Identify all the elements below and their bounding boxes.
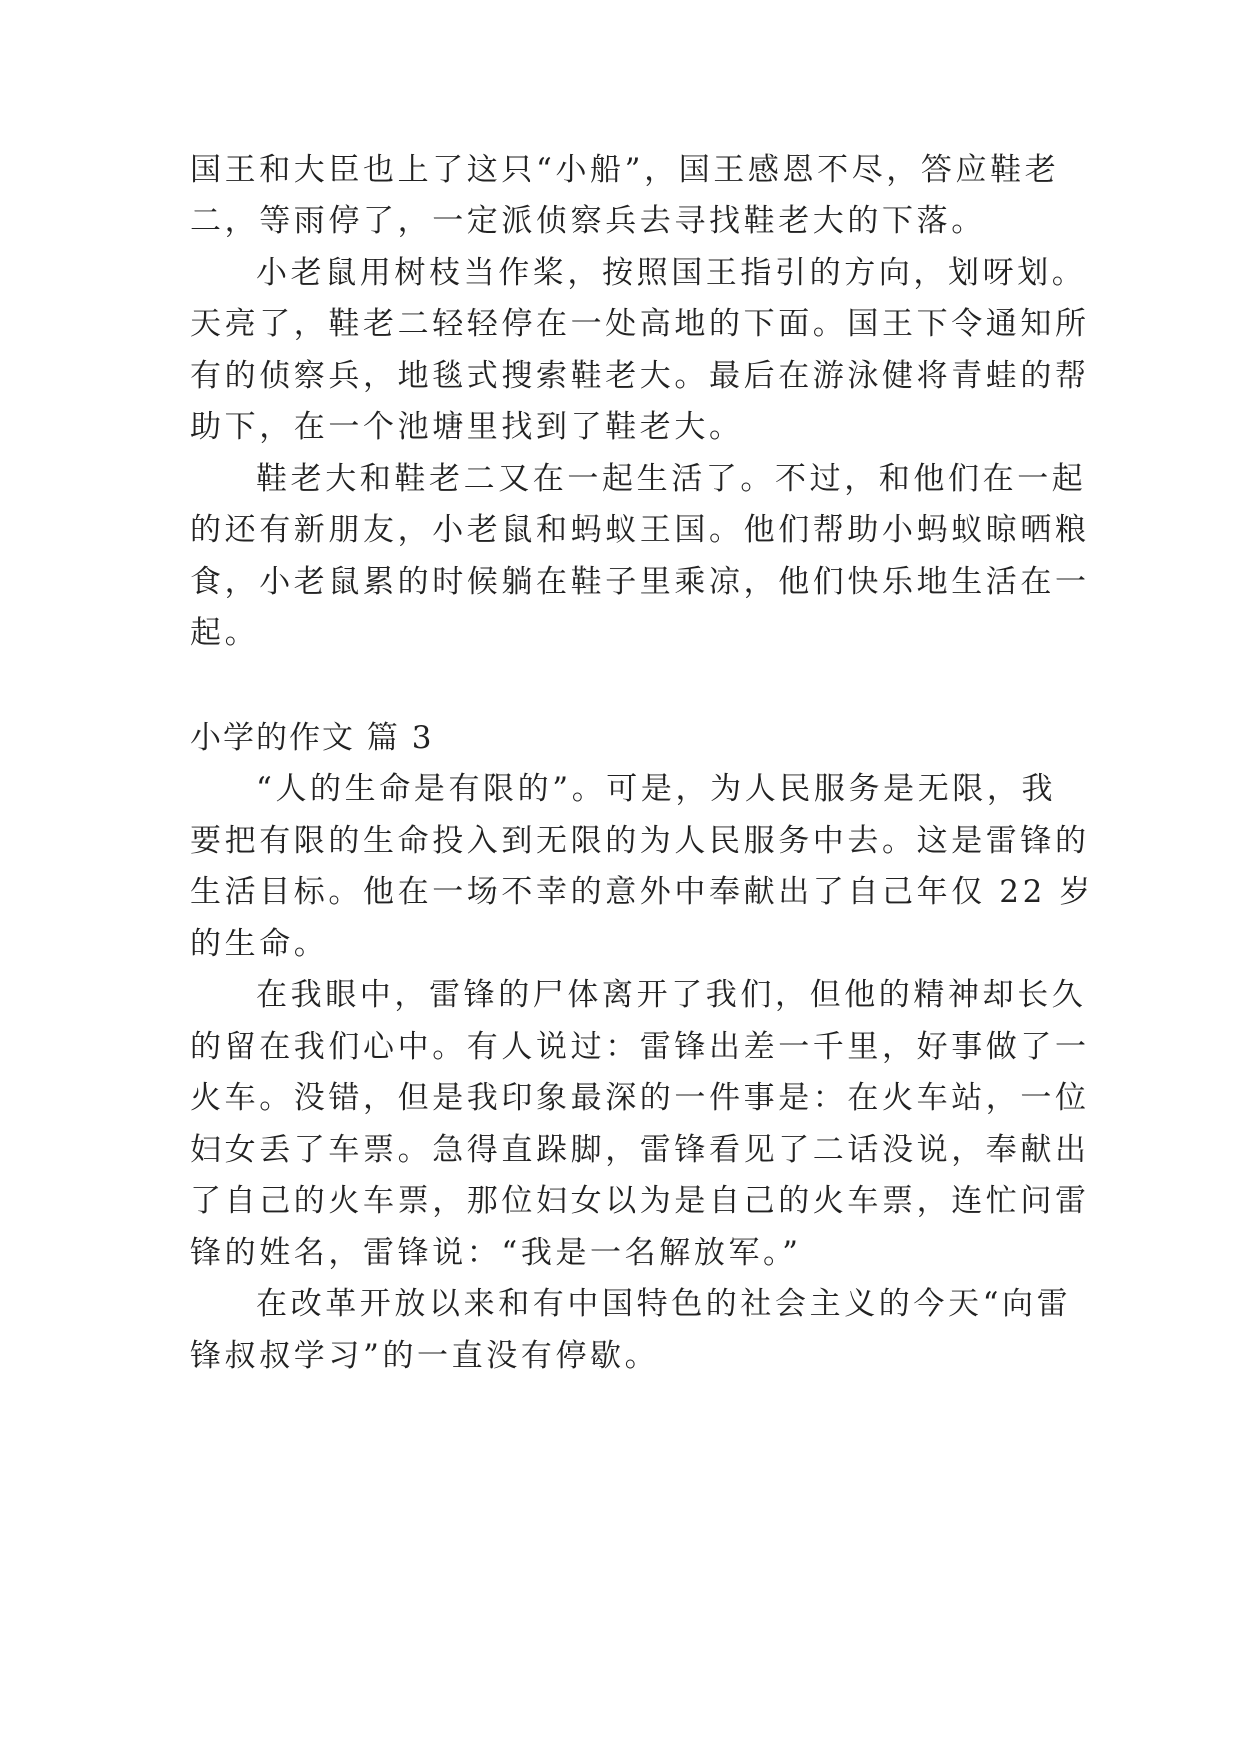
text-line: 在改革开放以来和有中国特色的社会主义的今天“向雷	[256, 1286, 1072, 1322]
text-line: 在我眼中，雷锋的尸体离开了我们，但他的精神却长久	[256, 977, 1087, 1013]
text-line: 鞋老大和鞋老二又在一起生活了。不过，和他们在一起	[256, 461, 1087, 497]
text-line: 生活目标。他在一场不幸的意外中奉献出了自己年仅 22 岁	[190, 874, 1094, 910]
text-line: 二，等雨停了，一定派侦察兵去寻找鞋老大的下落。	[190, 203, 986, 239]
text-line: 国王和大臣也上了这只“小船”，国王感恩不尽，答应鞋老	[190, 152, 1060, 188]
text-line: 了自己的火车票，那位妇女以为是自己的火车票，连忙问雷	[190, 1183, 1090, 1219]
text-line: 的留在我们心中。有人说过：雷锋出差一千里，好事做了一	[190, 1029, 1090, 1065]
text-line: 天亮了，鞋老二轻轻停在一处高地的下面。国王下令通知所	[190, 306, 1090, 342]
text-line: 妇女丢了车票。急得直跺脚，雷锋看见了二话没说，奉献出	[190, 1132, 1090, 1168]
text-line: 要把有限的生命投入到无限的为人民服务中去。这是雷锋的	[190, 823, 1090, 859]
section-heading: 小学的作文 篇 3	[190, 720, 434, 756]
text-line: 锋的姓名，雷锋说：“我是一名解放军。”	[190, 1235, 802, 1271]
text-line: 起。	[190, 615, 260, 651]
text-line: 食，小老鼠累的时候躺在鞋子里乘凉，他们快乐地生活在一	[190, 564, 1090, 600]
text-line: 的生命。	[190, 926, 329, 962]
text-line: 的还有新朋友，小老鼠和蚂蚁王国。他们帮助小蚂蚁晾晒粮	[190, 512, 1090, 548]
text-line: 小老鼠用树枝当作桨，按照国王指引的方向，划呀划。	[256, 255, 1087, 291]
text-line: 助下，在一个池塘里找到了鞋老大。	[190, 409, 744, 445]
text-line: 火车。没错，但是我印象最深的一件事是：在火车站，一位	[190, 1080, 1090, 1116]
text-line: 有的侦察兵，地毯式搜索鞋老大。最后在游泳健将青蛙的帮	[190, 358, 1090, 394]
text-line: 锋叔叔学习”的一直没有停歇。	[190, 1338, 660, 1374]
text-line: “人的生命是有限的”。可是，为人民服务是无限，我	[256, 771, 1057, 807]
